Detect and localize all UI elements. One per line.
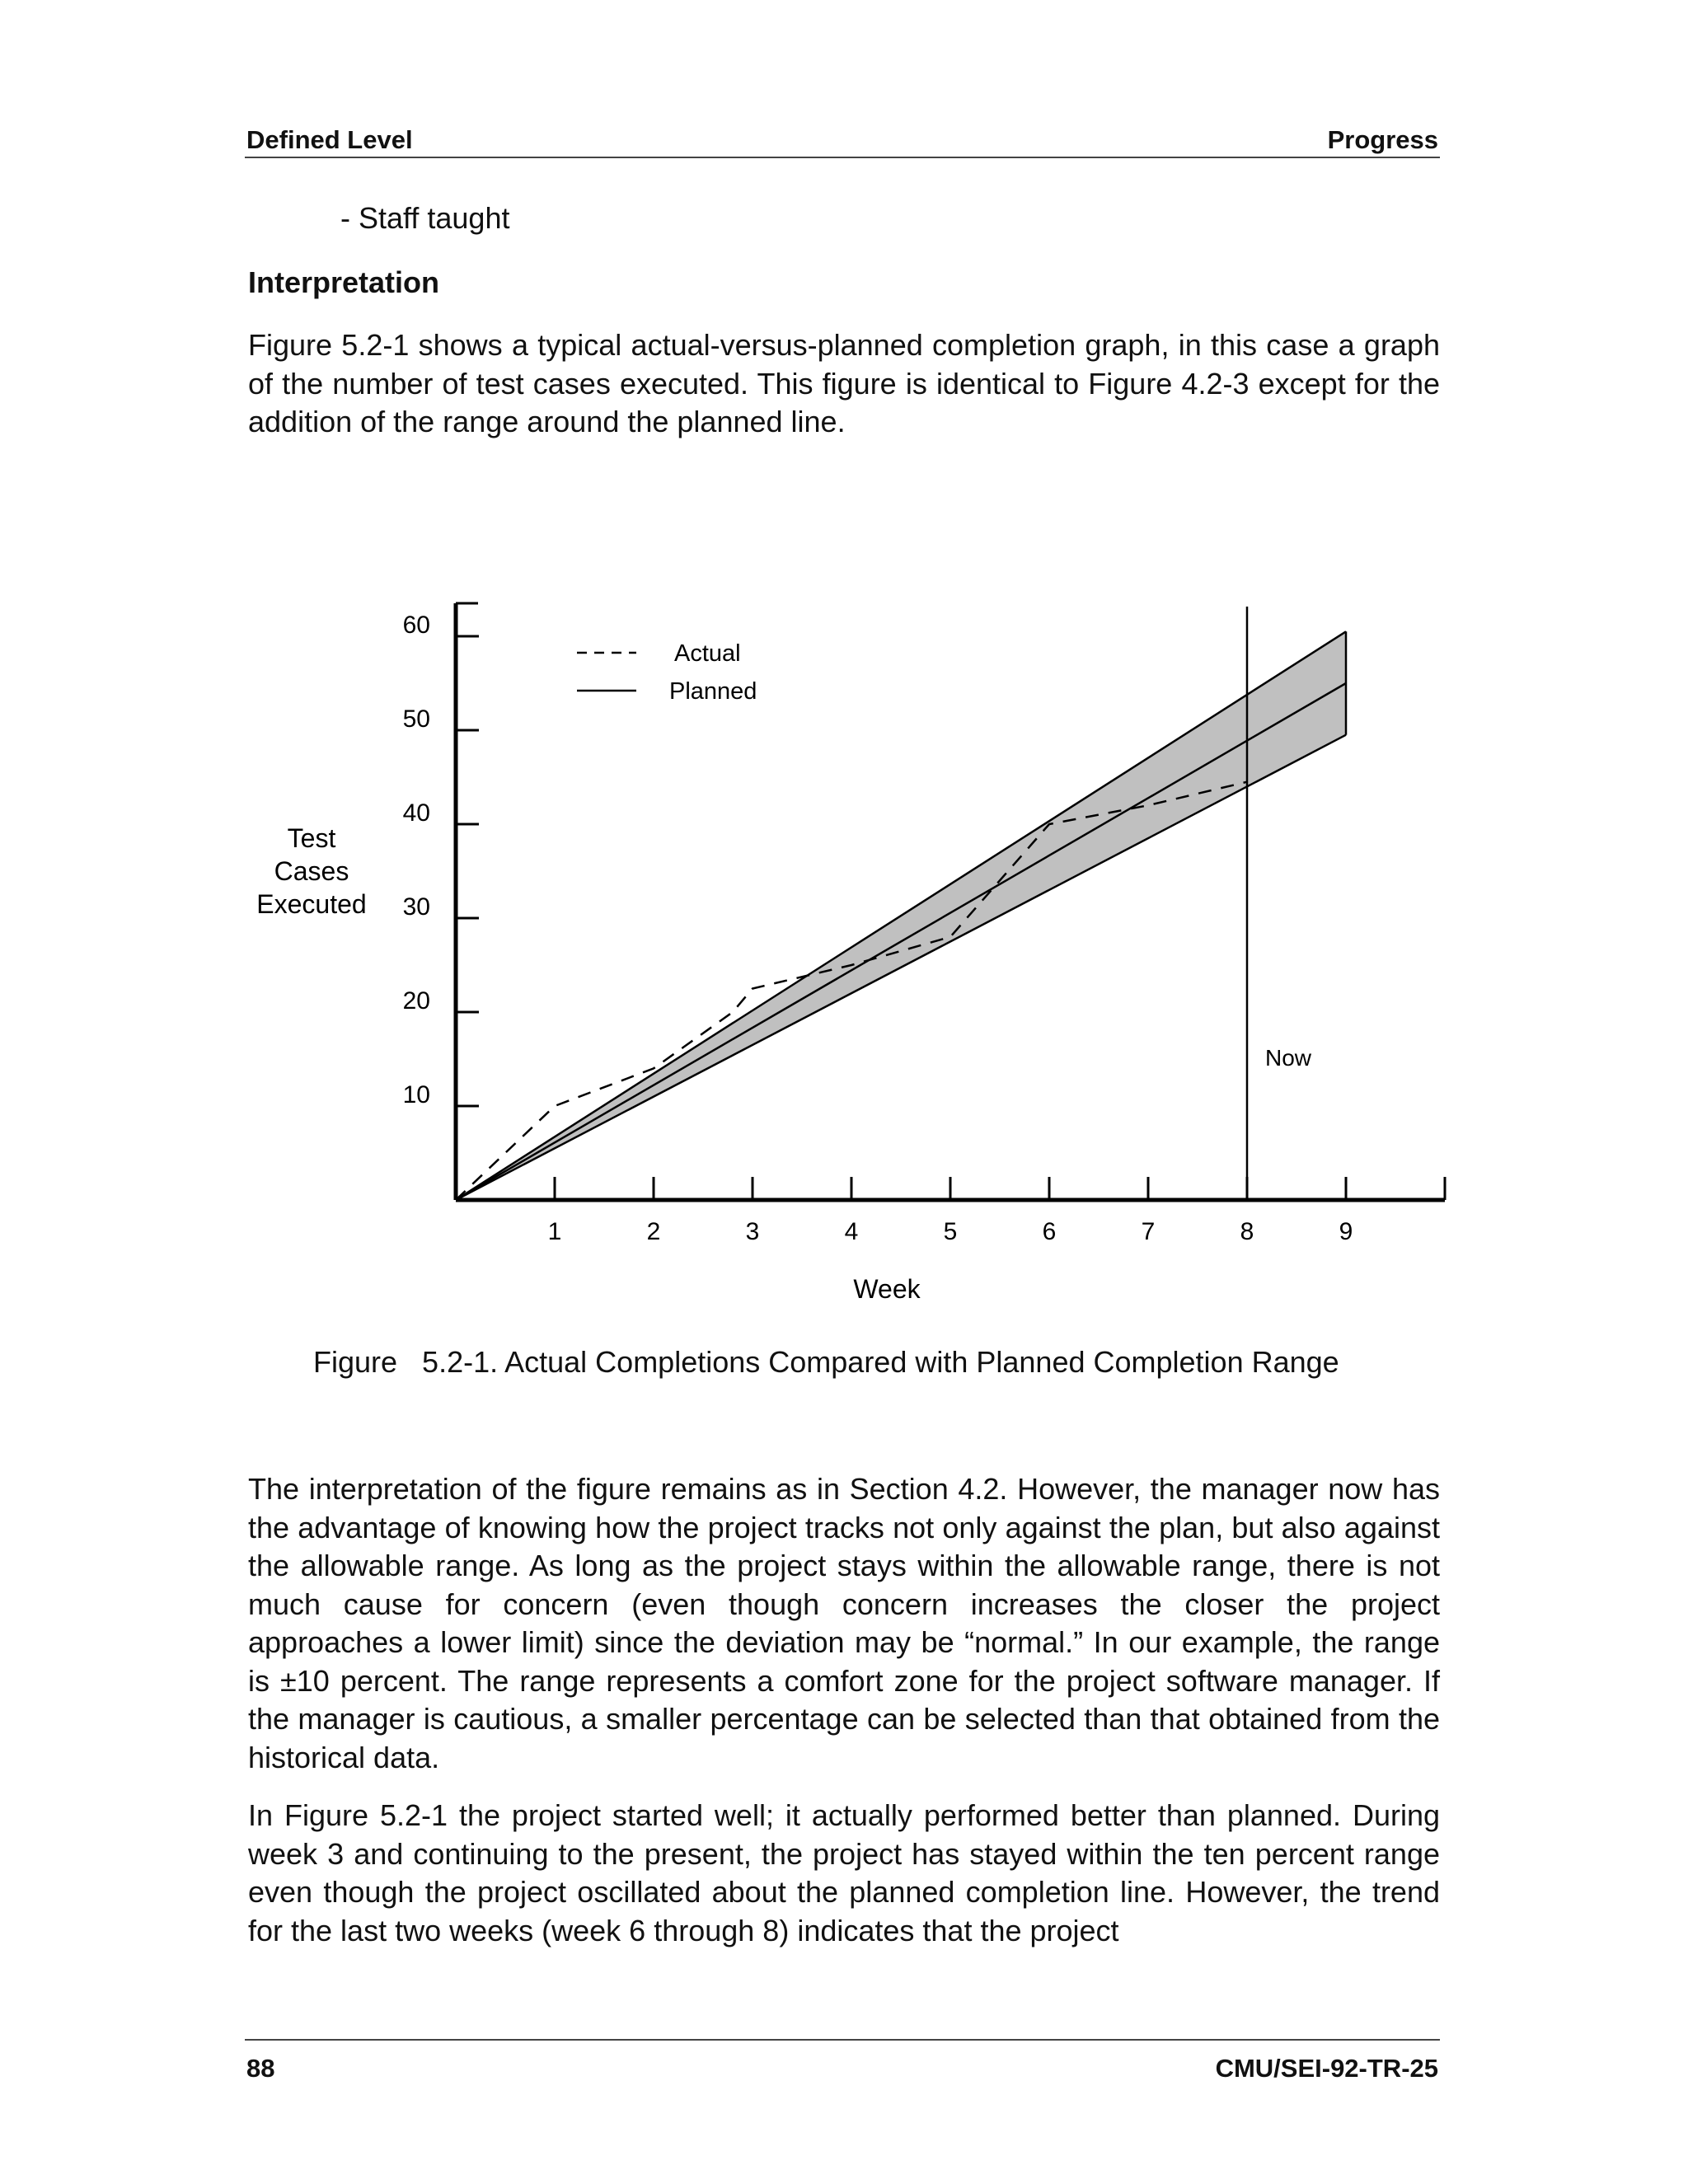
y-tick-label-30: 30	[402, 893, 430, 921]
y-tick-label-40: 40	[402, 799, 430, 827]
x-tick-label-8: 8	[1240, 1218, 1254, 1245]
y-tick-label-10: 10	[402, 1081, 430, 1108]
y-axis-label-line3: Executed	[256, 889, 367, 919]
x-tick-label-4: 4	[844, 1218, 859, 1245]
chart-legend	[577, 640, 757, 705]
x-tick-label-9: 9	[1339, 1218, 1353, 1245]
x-tick-label-7: 7	[1141, 1218, 1156, 1245]
planned-line	[456, 683, 1346, 1200]
paragraph-3: In Figure 5.2-1 the project started well; it actually performed better than planned. During week 3 and continuing to the present, the project has stayed within the ten percent range even though the project oscillated about the planned completion line. However, the trend for the last two weeks (week 6 through 8) indicates that the project	[248, 1798, 1440, 1947]
page-footer	[245, 2039, 1440, 2082]
x-ticks	[548, 1177, 1353, 1245]
header-section: Defined Level	[246, 125, 413, 154]
y-tick-label-20: 20	[402, 987, 430, 1015]
figure-caption: Figure 5.2-1. Actual Completions Compared with Planned Completion Range	[313, 1345, 1339, 1379]
report-id: CMU/SEI-92-TR-25	[1215, 2054, 1438, 2083]
x-tick-label-5: 5	[943, 1218, 958, 1245]
now-label: Now	[1265, 1045, 1312, 1071]
legend-planned-label: Planned	[669, 678, 757, 705]
legend-actual-label: Actual	[674, 640, 741, 667]
range-upper-line	[456, 631, 1346, 1200]
bullet-item: - Staff taught	[340, 201, 510, 235]
page-number: 88	[246, 2054, 275, 2083]
x-tick-label-3: 3	[745, 1218, 760, 1245]
paragraph-1: Figure 5.2-1 shows a typical actual-versus-planned completion graph, in this case a graph of the number of test cases executed. This figure is identical to Figure 4.2-3 except for the addition of the range around the planned line.	[248, 328, 1440, 438]
y-axis-label-line1: Test	[287, 823, 336, 853]
y-axis-label-line2: Cases	[274, 856, 349, 886]
y-tick-label-60: 60	[402, 612, 430, 639]
x-tick-label-2: 2	[646, 1218, 661, 1245]
y-ticks	[403, 612, 479, 1108]
range-lower-line	[456, 735, 1346, 1200]
header-topic: Progress	[1327, 125, 1438, 154]
x-tick-label-1: 1	[547, 1218, 562, 1245]
x-axis-label: Week	[853, 1274, 921, 1304]
x-tick-label-6: 6	[1042, 1218, 1057, 1245]
y-tick-label-50: 50	[402, 705, 430, 733]
paragraph-2: The interpretation of the figure remains as in Section 4.2. However, the manager now has the advantage of knowing how the project tracks not only against the plan, but also against the allowable range. As long as the project stays within the allowable range, there is not much cause for concern (even though concern increases the closer the project approaches a lower limit) since the deviation may be “normal.” In our example, the range is ±10 percent. The range represents a comfort zone for the project software manager. If the manager is cautious, a smaller percentage can be selected than that obtained from the historical data.	[248, 1472, 1440, 1774]
section-heading: Interpretation	[248, 265, 440, 299]
